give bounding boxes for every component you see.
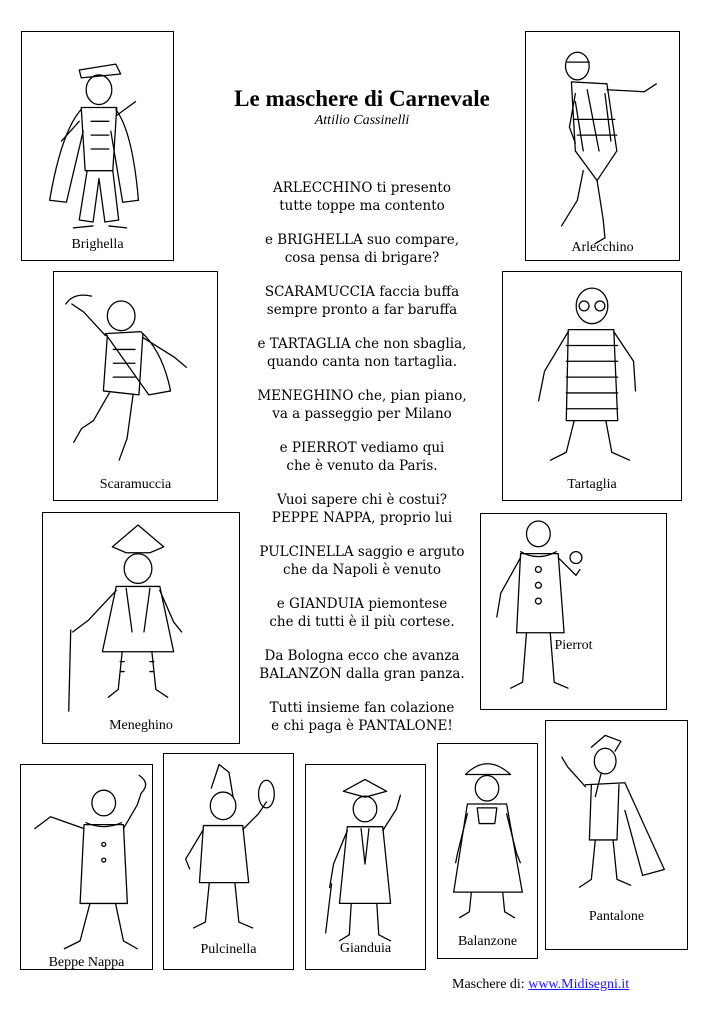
- poem-stanza: [236, 491, 488, 527]
- credit-label: Maschere di:: [452, 977, 525, 992]
- poem-line: e PIERROT vediamo qui: [279, 440, 445, 456]
- poem-line: quando canta non tartaglia.: [266, 354, 458, 370]
- beppe-nappa-illustration: [21, 765, 152, 969]
- poem-stanza: [236, 283, 488, 319]
- poem-stanza: [236, 179, 488, 215]
- poem-line: Tutti insieme fan colazione: [269, 700, 455, 716]
- caption-pierrot: Pierrot: [554, 638, 593, 653]
- caption-scaramuccia: Scaramuccia: [99, 477, 172, 492]
- poem-line: PEPPE NAPPA, proprio lui: [271, 510, 453, 526]
- caption-beppe-nappa: Beppe Nappa: [48, 955, 125, 970]
- brighella-illustration: [22, 32, 173, 260]
- meneghino-illustration: [43, 513, 239, 743]
- caption-meneghino: Meneghino: [109, 718, 173, 733]
- card-pulcinella: [163, 753, 294, 970]
- tartaglia-illustration: [503, 272, 681, 500]
- card-balanzone: [437, 743, 538, 959]
- credit-link[interactable]: www.Midisegni.it: [528, 977, 630, 992]
- poem-line: Vuoi sapere chi è costui?: [276, 492, 448, 508]
- poem-stanza: [236, 335, 488, 371]
- balanzone-illustration: [438, 744, 537, 958]
- poem-line: va a passeggio per Milano: [272, 406, 452, 422]
- poem-line: che è venuto da Paris.: [286, 458, 438, 474]
- scaramuccia-illustration: [54, 272, 217, 500]
- card-pantalone: [545, 720, 688, 950]
- caption-arlecchino: Arlecchino: [571, 240, 634, 255]
- poem-stanza: [236, 231, 488, 267]
- poem-line: cosa pensa di brigare?: [284, 250, 440, 266]
- poem-line: PULCINELLA saggio e arguto: [259, 544, 465, 560]
- poem-line: e BRIGHELLA suo compare,: [264, 232, 460, 248]
- card-arlecchino: [525, 31, 680, 261]
- arlecchino-illustration: [526, 32, 679, 260]
- card-beppe-nappa: [20, 764, 153, 970]
- poem-line: e GIANDUIA piemontese: [276, 596, 448, 612]
- card-meneghino: [42, 512, 240, 744]
- author: Attilio Cassinelli: [314, 113, 410, 128]
- poem-stanza: [236, 387, 488, 423]
- card-brighella: [21, 31, 174, 261]
- page-title: Le maschere di Carnevale: [234, 86, 490, 111]
- poem-line: che da Napoli è venuto: [283, 562, 441, 578]
- caption-tartaglia: Tartaglia: [567, 477, 617, 492]
- card-scaramuccia: [53, 271, 218, 501]
- poem-line: MENEGHINO che, pian piano,: [257, 388, 467, 404]
- caption-pulcinella: Pulcinella: [200, 942, 257, 957]
- poem-line: tutte toppe ma contento: [279, 198, 445, 214]
- poem-line: che di tutti è il più cortese.: [269, 614, 455, 630]
- poem-line: BALANZON dalla gran panza.: [259, 666, 465, 682]
- card-pierrot: [480, 513, 667, 710]
- gianduia-illustration: [306, 765, 425, 969]
- pierrot-illustration: [481, 514, 666, 709]
- caption-brighella: Brighella: [71, 237, 124, 252]
- pulcinella-illustration: [164, 754, 293, 969]
- poem-stanza: [236, 595, 488, 631]
- card-gianduia: [305, 764, 426, 970]
- poem-line: sempre pronto a far baruffa: [266, 302, 458, 318]
- credit-line: [452, 977, 629, 993]
- poem-line: ARLECCHINO ti presento: [273, 180, 451, 196]
- poem-stanza: [236, 699, 488, 735]
- poem-line: SCARAMUCCIA faccia buffa: [264, 284, 460, 300]
- card-tartaglia: [502, 271, 682, 501]
- poem-line: e chi paga è PANTALONE!: [271, 718, 453, 734]
- poem: [236, 179, 488, 751]
- poem-line: Da Bologna ecco che avanza: [264, 648, 460, 664]
- caption-pantalone: Pantalone: [588, 909, 645, 924]
- caption-gianduia: Gianduia: [339, 941, 392, 956]
- poem-stanza: [236, 439, 488, 475]
- poem-stanza: [236, 647, 488, 683]
- poem-stanza: [236, 543, 488, 579]
- poem-line: e TARTAGLIA che non sbaglia,: [257, 336, 467, 352]
- caption-balanzone: Balanzone: [457, 934, 518, 949]
